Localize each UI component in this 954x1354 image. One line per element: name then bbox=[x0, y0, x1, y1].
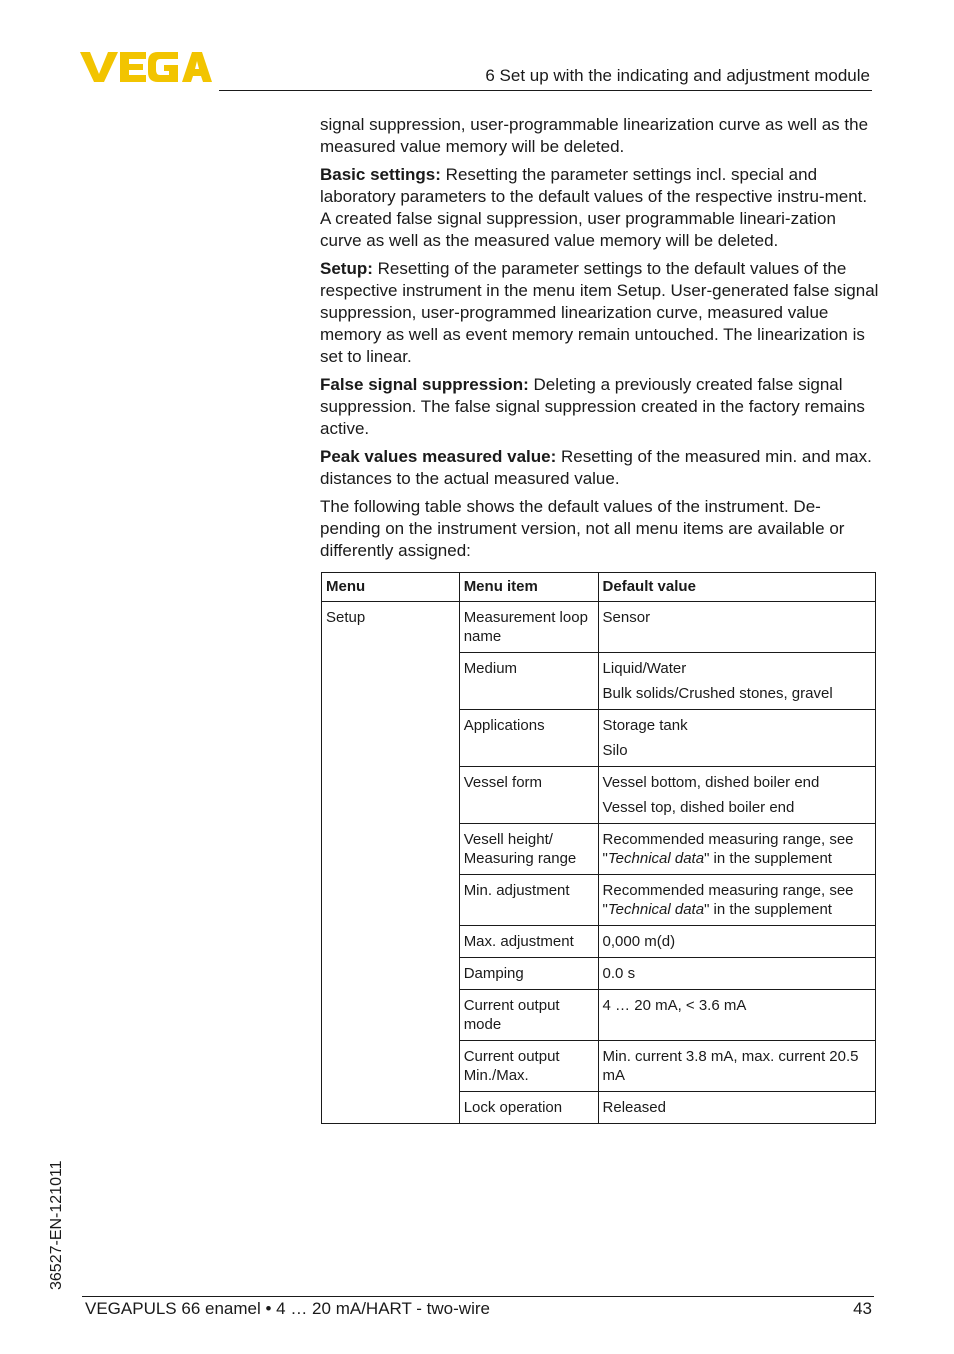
paragraph-false-signal bbox=[320, 374, 880, 440]
cell-menu-item: Current output Min./Max. bbox=[459, 1041, 598, 1092]
cell-default-value bbox=[598, 990, 875, 1041]
vega-logo-icon bbox=[80, 50, 212, 84]
table-body bbox=[322, 602, 876, 1124]
footer-product: VEGAPULS 66 enamel • 4 … 20 mA/HART - two-wire bbox=[85, 1299, 490, 1318]
header-divider bbox=[219, 90, 872, 91]
default-value-line: Storage tank bbox=[602, 717, 688, 734]
cell-menu-item: Min. adjustment bbox=[459, 875, 598, 926]
cell-default-value bbox=[598, 1041, 875, 1092]
default-value-line: 0.0 s bbox=[602, 965, 636, 982]
cell-menu-item: Vessel form bbox=[459, 767, 598, 824]
footer-divider bbox=[82, 1296, 874, 1297]
paragraph-label: Basic settings: bbox=[320, 165, 441, 184]
header-menu-item: Menu item bbox=[459, 573, 598, 602]
table-row bbox=[322, 602, 876, 653]
table-intro: The following table shows the default values of the instrument. De-pending on the instrument version, not all menu items are available or differently assigned: bbox=[320, 497, 845, 560]
paragraph-basic-settings bbox=[320, 164, 880, 252]
default-value-line: Recommended measuring range, see "Technical data" in the supplement bbox=[602, 882, 854, 918]
paragraph-text: Resetting of the parameter settings to the default values of the respective instrument in the menu item Setup. User-generated false signal suppression, user-programmed linearization curve, measured value memory as well as event memory remain untouched. The linearization is set to linear. bbox=[320, 259, 879, 366]
cell-menu-item: Current output mode bbox=[459, 990, 598, 1041]
default-value-line: Liquid/Water bbox=[602, 660, 687, 677]
cell-default-value bbox=[598, 824, 875, 875]
paragraph-text: Resetting the parameter settings incl. special and laboratory parameters to the default values of the respective instru-ment. A created false signal suppression, user programmable lineari-zation curve as well as the measured value memory will be deleted. bbox=[320, 165, 868, 250]
cell-default-value bbox=[598, 1092, 875, 1124]
cell-default-value bbox=[598, 926, 875, 958]
default-value-line: Released bbox=[602, 1099, 666, 1116]
default-value-line: 4 … 20 mA, < 3.6 mA bbox=[602, 997, 747, 1014]
cell-menu-item: Max. adjustment bbox=[459, 926, 598, 958]
header-default-value: Default value bbox=[598, 573, 875, 602]
cell-menu-item: Damping bbox=[459, 958, 598, 990]
cell-menu: Setup bbox=[322, 602, 460, 1124]
default-value-line: Sensor bbox=[602, 609, 651, 626]
cell-default-value bbox=[598, 710, 875, 767]
intro-paragraph: signal suppression, user-programmable linearization curve as well as the measured value memory will be deleted. bbox=[320, 115, 869, 156]
paragraph-label: Setup: bbox=[320, 259, 373, 278]
document-code: 36527-EN-121011 bbox=[48, 1160, 65, 1290]
paragraph-text: Deleting a previously created false signal suppression. The false signal suppression created in the factory remains active. bbox=[320, 375, 865, 438]
default-value-line: Silo bbox=[602, 742, 628, 759]
emphasis: Technical data bbox=[607, 901, 705, 918]
cell-default-value bbox=[598, 767, 875, 824]
cell-menu-item: Measurement loop name bbox=[459, 602, 598, 653]
paragraph-text: Resetting of the measured min. and max. distances to the actual measured value. bbox=[320, 447, 872, 488]
cell-default-value bbox=[598, 653, 875, 710]
table-header-row bbox=[322, 573, 876, 602]
cell-menu-item: Medium bbox=[459, 653, 598, 710]
paragraph-label: False signal suppression: bbox=[320, 375, 529, 394]
default-value-line: Bulk solids/Crushed stones, gravel bbox=[602, 685, 833, 702]
default-values-table bbox=[321, 572, 876, 1124]
cell-default-value bbox=[598, 958, 875, 990]
page-number: 43 bbox=[853, 1299, 872, 1318]
body-text bbox=[320, 114, 880, 568]
default-value-line: 0,000 m(d) bbox=[602, 933, 676, 950]
paragraph-setup bbox=[320, 258, 880, 368]
cell-menu-item: Applications bbox=[459, 710, 598, 767]
header-section-title: 6 Set up with the indicating and adjustment module bbox=[485, 66, 870, 85]
default-value-line: Recommended measuring range, see "Technical data" in the supplement bbox=[602, 831, 854, 867]
cell-default-value bbox=[598, 602, 875, 653]
paragraph-label: Peak values measured value: bbox=[320, 447, 557, 466]
paragraph-peak-values bbox=[320, 446, 880, 490]
default-value-line: Min. current 3.8 mA, max. current 20.5 mA bbox=[602, 1048, 859, 1084]
cell-menu-item: Vesell height/ Measuring range bbox=[459, 824, 598, 875]
default-value-line: Vessel bottom, dished boiler end bbox=[602, 774, 820, 791]
cell-menu-item: Lock operation bbox=[459, 1092, 598, 1124]
cell-default-value bbox=[598, 875, 875, 926]
emphasis: Technical data bbox=[607, 850, 705, 867]
default-value-line: Vessel top, dished boiler end bbox=[602, 799, 795, 816]
vega-logo bbox=[80, 50, 212, 84]
header-menu: Menu bbox=[322, 573, 460, 602]
